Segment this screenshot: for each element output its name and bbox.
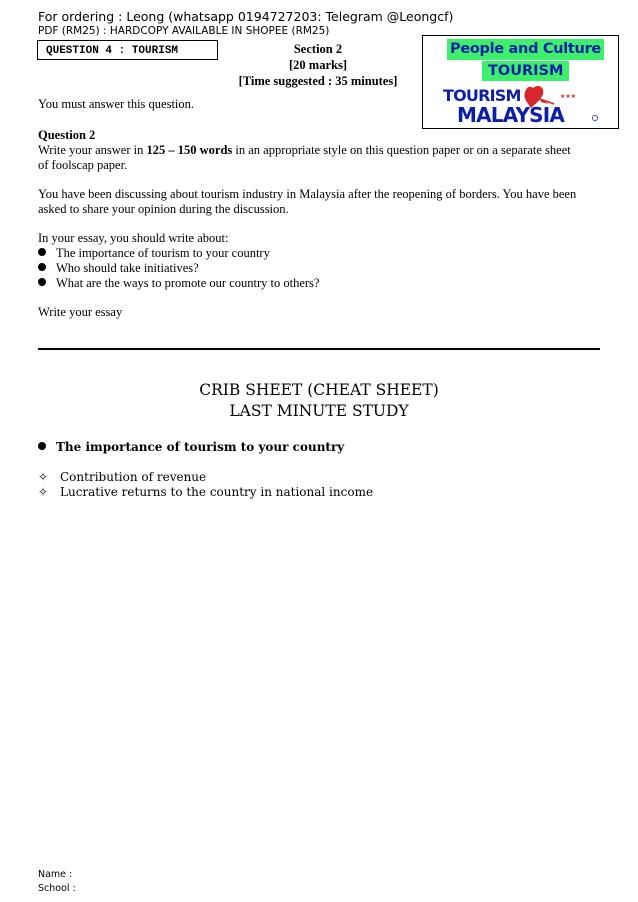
instruction-post: in an appropriate style on this question paper or on a separate sheet [232,143,571,157]
logo-text-tourism: TOURISM [443,86,521,105]
word-count-instruction [38,143,571,159]
name-field-label: Name : [38,869,73,880]
question-label-box: QUESTION 4 : TOURISM [37,40,218,60]
essay-point-text: The importance of tourism to your country [56,246,270,260]
question-heading: Question 2 [38,128,96,142]
essay-point-text: Who should take initiatives? [56,261,199,275]
essay-intro: In your essay, you should write about: [38,231,229,245]
crib-item-text: Contribution of revenue [60,470,207,484]
section-title: Section 2 [293,42,343,56]
crib-title: CRIB SHEET (CHEAT SHEET) [199,381,439,399]
crib-heading [38,440,344,454]
instruction-line2: of foolscap paper. [38,158,128,172]
essay-point [38,261,199,277]
school-field-label: School : [38,883,76,894]
star-outline-icon: ✧ [38,485,49,499]
logo-text-malaysia: MALAYSIA [457,103,565,126]
divider-line [38,348,600,350]
crib-item-text: Lucrative returns to the country in national income [60,485,374,499]
logo-caption-people-culture: People and Culture [447,39,604,60]
crib-item [38,470,206,484]
section-time: [Time suggested : 35 minutes] [238,74,398,88]
star-outline-icon: ✧ [38,470,49,484]
essay-point [38,246,270,262]
svg-text:★★★: ★★★ [560,93,577,100]
write-essay-text: Write your essay [38,305,123,319]
context-line2: asked to share your opinion during the discussion. [38,202,289,216]
bullet-icon [38,442,46,450]
word-count: 125 – 150 words [146,143,233,157]
section-marks: [20 marks] [289,58,347,72]
logo-caption-tourism: TOURISM [482,61,569,81]
tourism-malaysia-logo-icon [439,82,609,126]
context-line1: You have been discussing about tourism industry in Malaysia after the reopening of borders. You have been [38,187,577,201]
essay-point [38,276,319,292]
must-answer-text: You must answer this question. [38,97,195,111]
essay-point-text: What are the ways to promote our country to others? [56,276,320,290]
crib-item [38,485,373,499]
bullet-icon [38,278,46,286]
bullet-icon [38,263,46,271]
pdf-info: PDF (RM25) : HARDCOPY AVAILABLE IN SHOPEE (RM25) [38,25,330,37]
section-info [236,41,400,89]
ordering-info: For ordering : Leong (whatsapp 0194727203: Telegram @Leongcf) [38,9,454,24]
crib-subtitle: LAST MINUTE STUDY [229,402,409,420]
instruction-pre: Write your answer in [38,143,147,157]
tourism-logo-box [422,35,619,129]
bullet-icon [38,248,46,256]
crib-heading-text: The importance of tourism to your country [56,440,345,454]
